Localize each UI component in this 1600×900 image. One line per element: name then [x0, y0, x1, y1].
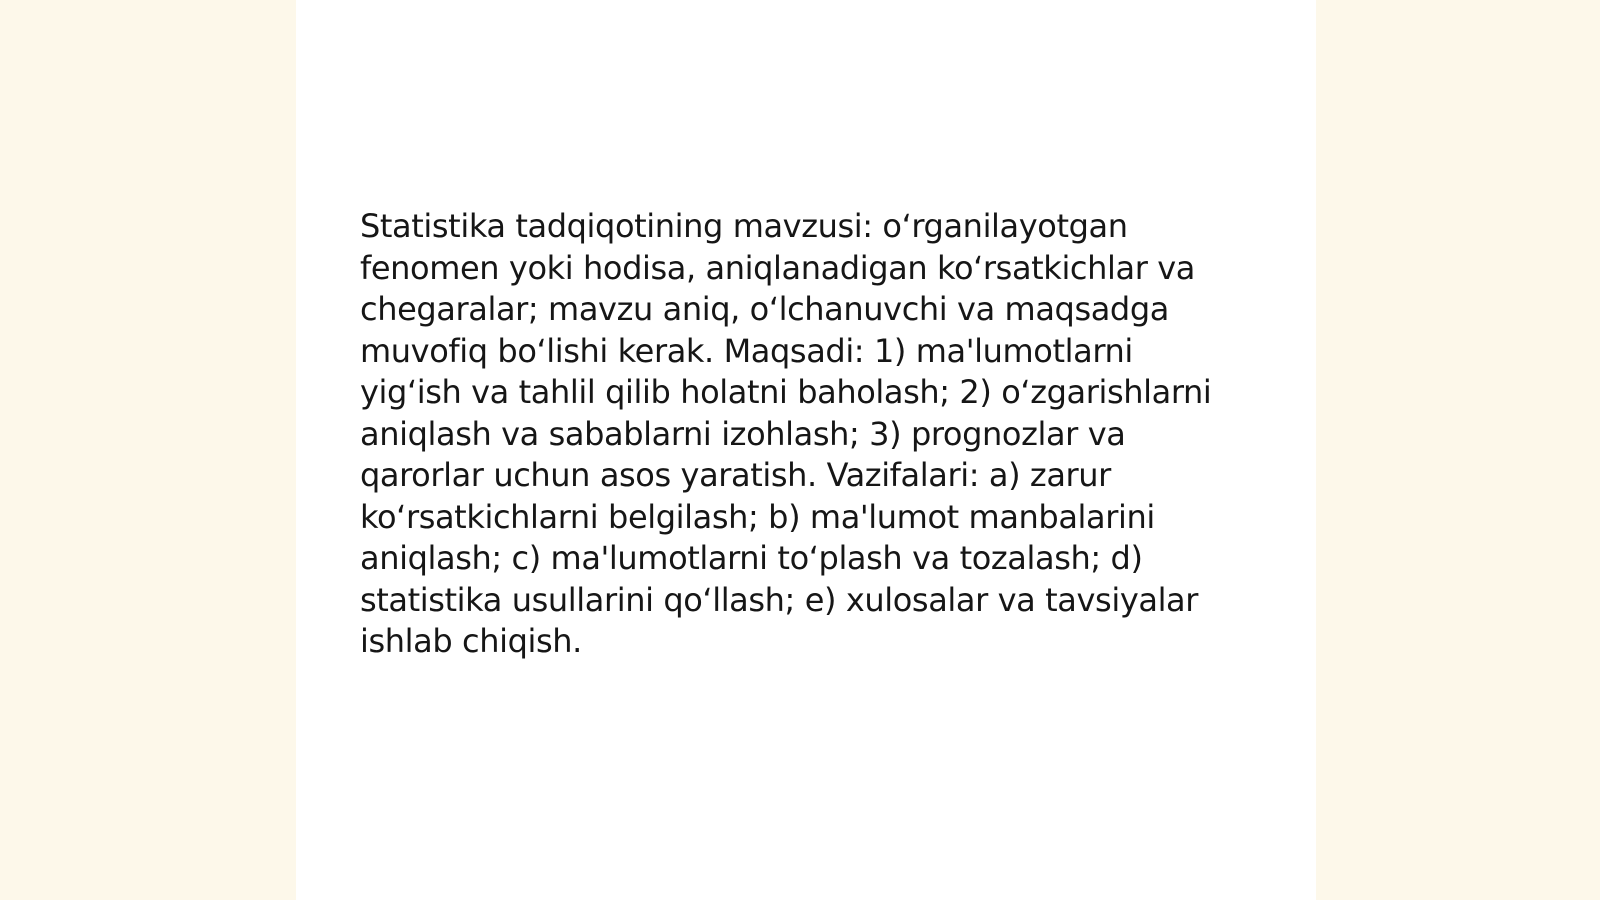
- text-line: ishlab chiqish.: [360, 622, 582, 660]
- slide-canvas: [296, 0, 1316, 900]
- text-line: chegaralar; mavzu aniq, oʻlchanuvchi va maqsadga: [360, 290, 1169, 328]
- right-margin-panel: [1304, 0, 1600, 900]
- text-line: qarorlar uchun asos yaratish. Vazifalari: a) zarur: [360, 456, 1111, 494]
- text-line: Statistika tadqiqotining mavzusi: oʻrganilayotgan: [360, 207, 1128, 245]
- left-margin-panel: [0, 0, 296, 900]
- text-line: aniqlash; c) ma'lumotlarni toʻplash va tozalash; d): [360, 539, 1143, 577]
- slide-body-text: [360, 206, 1260, 663]
- text-line: aniqlash va sabablarni izohlash; 3) prognozlar va: [360, 414, 1126, 453]
- text-line: muvofiq boʻlishi kerak. Maqsadi: 1) ma'lumotlarni: [360, 331, 1133, 370]
- text-line: koʻrsatkichlarni belgilash; b) ma'lumot manbalarini: [360, 497, 1155, 536]
- text-line: fenomen yoki hodisa, aniqlanadigan koʻrsatkichlar va: [360, 248, 1195, 287]
- text-line: yigʻish va tahlil qilib holatni baholash; 2) oʻzgarishlarni: [360, 373, 1212, 411]
- text-line: statistika usullarini qoʻllash; e) xulosalar va tavsiyalar: [360, 580, 1199, 619]
